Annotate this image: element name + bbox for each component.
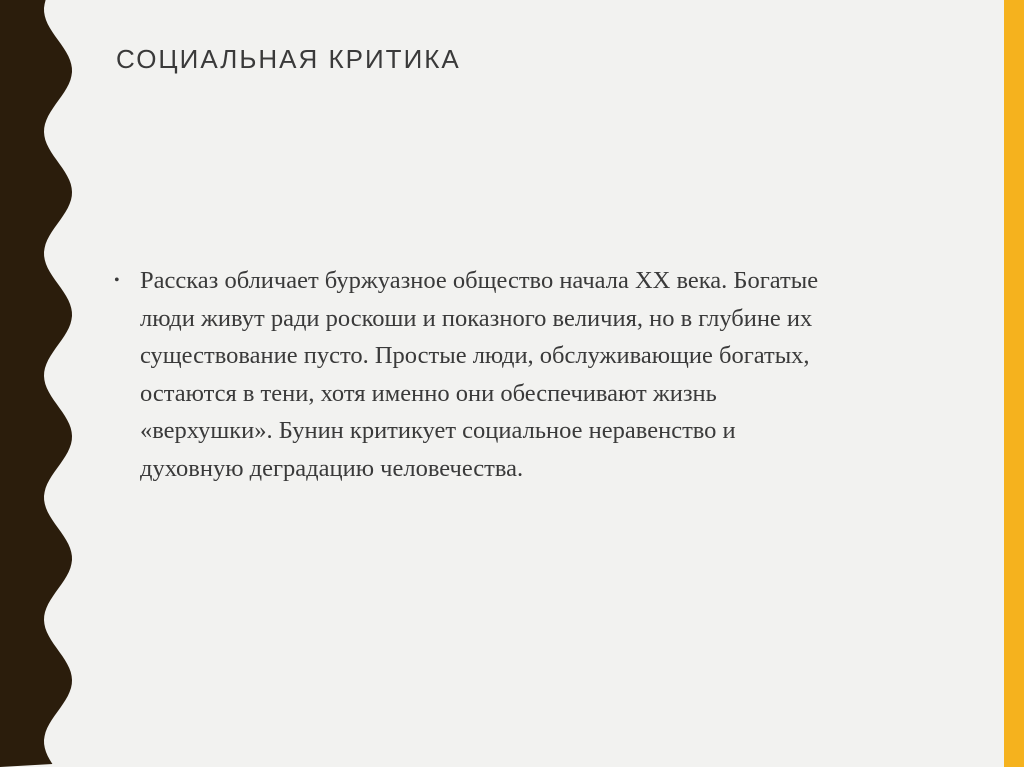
bullet-line: Рассказ обличает буржуазное общество начала XX века. Богатые [140,267,819,294]
bullet-line: «верхушки». Бунин критикует социальное неравенство и [140,417,736,444]
slide-title: СОЦИАЛЬНАЯ КРИТИКА [116,44,461,74]
bullet-marker: • [114,272,120,289]
bullet-text [140,262,944,487]
bullet-item [114,262,944,487]
accent-bar [1004,0,1024,767]
slide-body [114,262,944,487]
wavy-border-decoration [0,0,80,767]
bullet-line: духовную деградацию человечества. [140,454,524,482]
bullet-line: остаются в тени, хотя именно они обеспечивают жизнь [140,379,717,407]
bullet-line: люди живут ради роскоши и показного величия, но в глубине их [140,304,813,332]
bullet-line: существование пусто. Простые люди, обслуживающие богатых, [140,342,810,369]
